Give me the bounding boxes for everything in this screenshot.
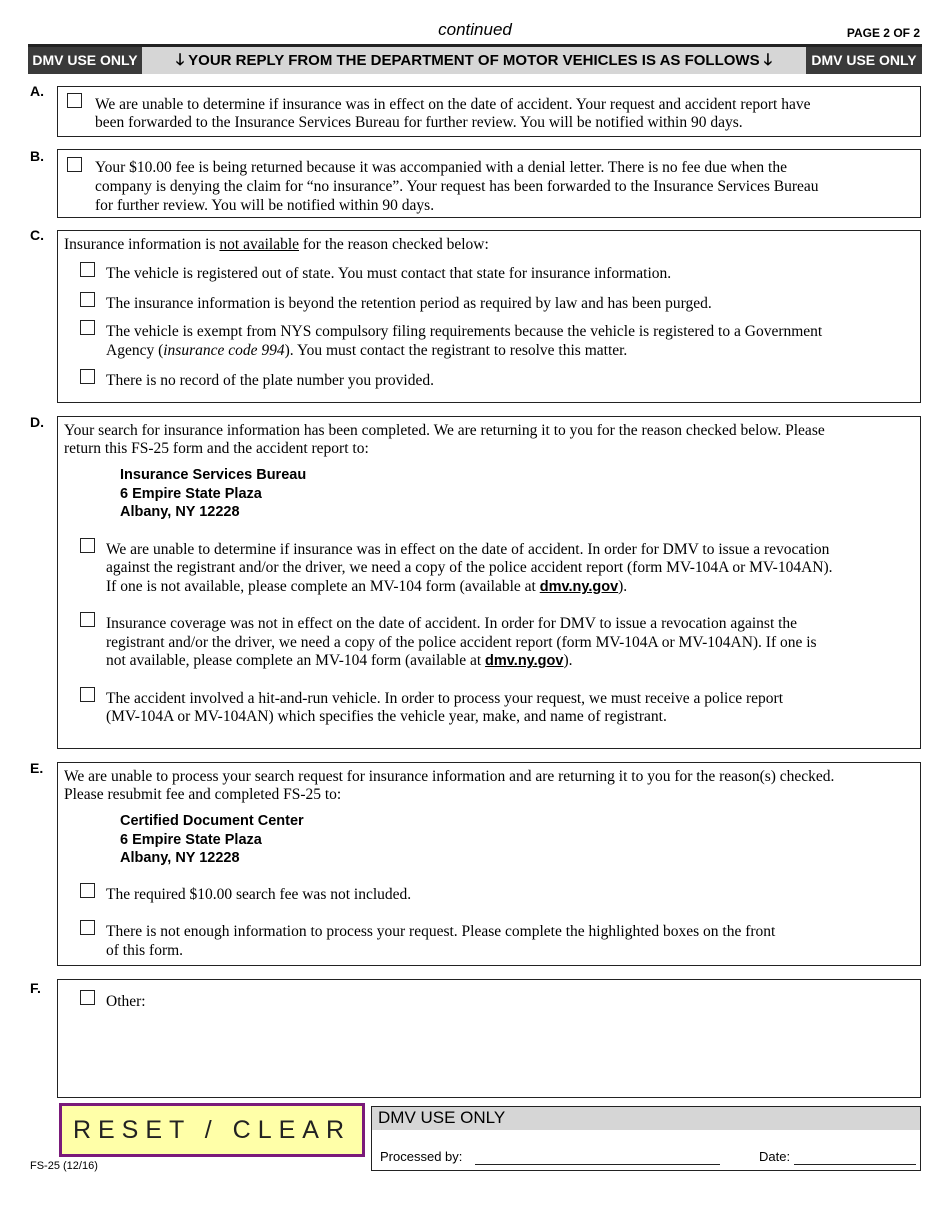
section-c-option2-text: The insurance information is beyond the retention period as required by law and has been purged. (106, 295, 712, 312)
section-f-other-label: Other: (106, 993, 146, 1010)
section-d-option1-checkbox[interactable] (80, 538, 95, 553)
date-label: Date: (759, 1149, 791, 1164)
section-e-address-line3: Albany, NY 12228 (120, 850, 240, 866)
form-number: FS-25 (12/16) (30, 1160, 98, 1172)
section-e-option2-checkbox[interactable] (80, 920, 95, 935)
section-e-option1-checkbox[interactable] (80, 883, 95, 898)
section-b-checkbox[interactable] (67, 157, 82, 172)
section-d-intro-line1: Your search for insurance information has been completed. We are returning it to you for the reason checked below. Please (64, 422, 825, 439)
section-e-intro-line1: We are unable to process your search request for insurance information and are returning it to you for the reason(s) checked. (64, 768, 835, 785)
arrow-down-icon: 🡓 (763, 52, 773, 69)
banner-text: YOUR REPLY FROM THE DEPARTMENT OF MOTOR VEHICLES IS AS FOLLOWS (188, 52, 760, 69)
section-e-option1-text: The required $10.00 search fee was not included. (106, 886, 412, 903)
section-b-text-line2: company is denying the claim for “no insurance”. Your request has been forwarded to the Insurance Services Bureau (95, 178, 819, 195)
dmv-website-link[interactable]: dmv.ny.gov (539, 579, 619, 595)
section-c (57, 230, 921, 403)
section-b-text-line1: Your $10.00 fee is being returned because it was accompanied with a denial letter. There is no fee due when the (95, 159, 787, 176)
section-a (57, 86, 921, 137)
section-e-letter: E. (30, 760, 44, 776)
processed-by-label: Processed by: (380, 1149, 463, 1164)
dmv-use-only-box (371, 1106, 921, 1171)
section-c-option4-text: There is no record of the plate number you provided. (106, 372, 434, 389)
date-field[interactable] (794, 1163, 916, 1165)
section-c-option1-checkbox[interactable] (80, 262, 95, 277)
section-a-text-line2: been forwarded to the Insurance Services Bureau for further review. You will be notified within 90 days. (95, 114, 743, 131)
section-e-intro-line2: Please resubmit fee and completed FS-25 to: (64, 786, 342, 803)
reset-clear-button[interactable]: RESET / CLEAR (59, 1103, 365, 1157)
section-d-address-line2: 6 Empire State Plaza (120, 486, 262, 502)
section-d-option2-line3: not available, please complete an MV-104 form (available at dmv.ny.gov). (106, 652, 573, 669)
section-e-option2-line2: of this form. (106, 942, 184, 959)
dmv-use-only-left: DMV USE ONLY (28, 47, 142, 74)
section-c-option3-line2: Agency (insurance code 994). You must contact the registrant to resolve this matter. (106, 342, 628, 359)
section-c-option2-checkbox[interactable] (80, 292, 95, 307)
section-a-letter: A. (30, 83, 44, 99)
other-text-field-line2[interactable] (153, 1076, 893, 1096)
section-b (57, 149, 921, 218)
section-c-option3-checkbox[interactable] (80, 320, 95, 335)
reply-banner-title (142, 47, 806, 74)
section-c-option1-text: The vehicle is registered out of state. You must contact that state for insurance information. (106, 265, 672, 282)
section-d-option2-checkbox[interactable] (80, 612, 95, 627)
section-d (57, 416, 921, 749)
section-d-option3-line2: (MV-104A or MV-104AN) which specifies the vehicle year, make, and name of registrant. (106, 708, 667, 725)
reply-banner (28, 44, 922, 74)
section-f-other-checkbox[interactable] (80, 990, 95, 1005)
section-d-option3-checkbox[interactable] (80, 687, 95, 702)
section-d-option1-line1: We are unable to determine if insurance was in effect on the date of accident. In order for DMV to issue a revocation (106, 541, 830, 558)
section-e (57, 762, 921, 966)
section-d-address-line1: Insurance Services Bureau (120, 467, 307, 483)
section-e-address-line1: Certified Document Center (120, 813, 304, 829)
section-c-intro: Insurance information is not available for the reason checked below: (64, 236, 489, 253)
section-b-text-line3: for further review. You will be notified within 90 days. (95, 197, 435, 214)
section-d-option3-line1: The accident involved a hit-and-run vehicle. In order to process your request, we must receive a police report (106, 690, 783, 707)
section-c-option3-line1: The vehicle is exempt from NYS compulsory filing requirements because the vehicle is registered to a Government (106, 323, 823, 340)
continued-label: continued (438, 20, 512, 39)
section-d-address-line3: Albany, NY 12228 (120, 504, 240, 520)
other-text-field-line1[interactable] (153, 1042, 893, 1062)
dmv-use-only-header: DMV USE ONLY (372, 1107, 920, 1130)
dmv-use-only-right: DMV USE ONLY (806, 47, 922, 74)
section-f (57, 979, 921, 1098)
section-e-option2-line1: There is not enough information to process your request. Please complete the highlighted boxes on the front (106, 923, 776, 940)
section-d-option1-line3: If one is not available, please complete an MV-104 form (available at dmv.ny.gov). (106, 578, 628, 595)
section-e-address-line2: 6 Empire State Plaza (120, 832, 262, 848)
section-c-letter: C. (30, 227, 44, 243)
page-number: PAGE 2 OF 2 (846, 26, 920, 40)
section-d-option1-line2: against the registrant and/or the driver, we need a copy of the police accident report (form MV-104A or MV-104AN). (106, 559, 833, 576)
processed-by-field[interactable] (475, 1163, 720, 1165)
arrow-down-icon: 🡓 (175, 52, 185, 69)
section-a-checkbox[interactable] (67, 93, 82, 108)
section-d-option2-line2: registrant and/or the driver, we need a copy of the police accident report (form MV-104A or MV-104AN). If one is (106, 634, 817, 651)
section-c-option4-checkbox[interactable] (80, 369, 95, 384)
dmv-website-link[interactable]: dmv.ny.gov (485, 653, 564, 669)
section-d-option2-line1: Insurance coverage was not in effect on the date of accident. In order for DMV to issue a revocation against the (106, 615, 798, 632)
section-d-letter: D. (30, 414, 44, 430)
section-d-intro-line2: return this FS-25 form and the accident report to: (64, 440, 369, 457)
section-b-letter: B. (30, 148, 44, 164)
section-a-text-line1: We are unable to determine if insurance was in effect on the date of accident. Your request and accident report have (95, 96, 811, 113)
section-f-letter: F. (30, 980, 41, 996)
